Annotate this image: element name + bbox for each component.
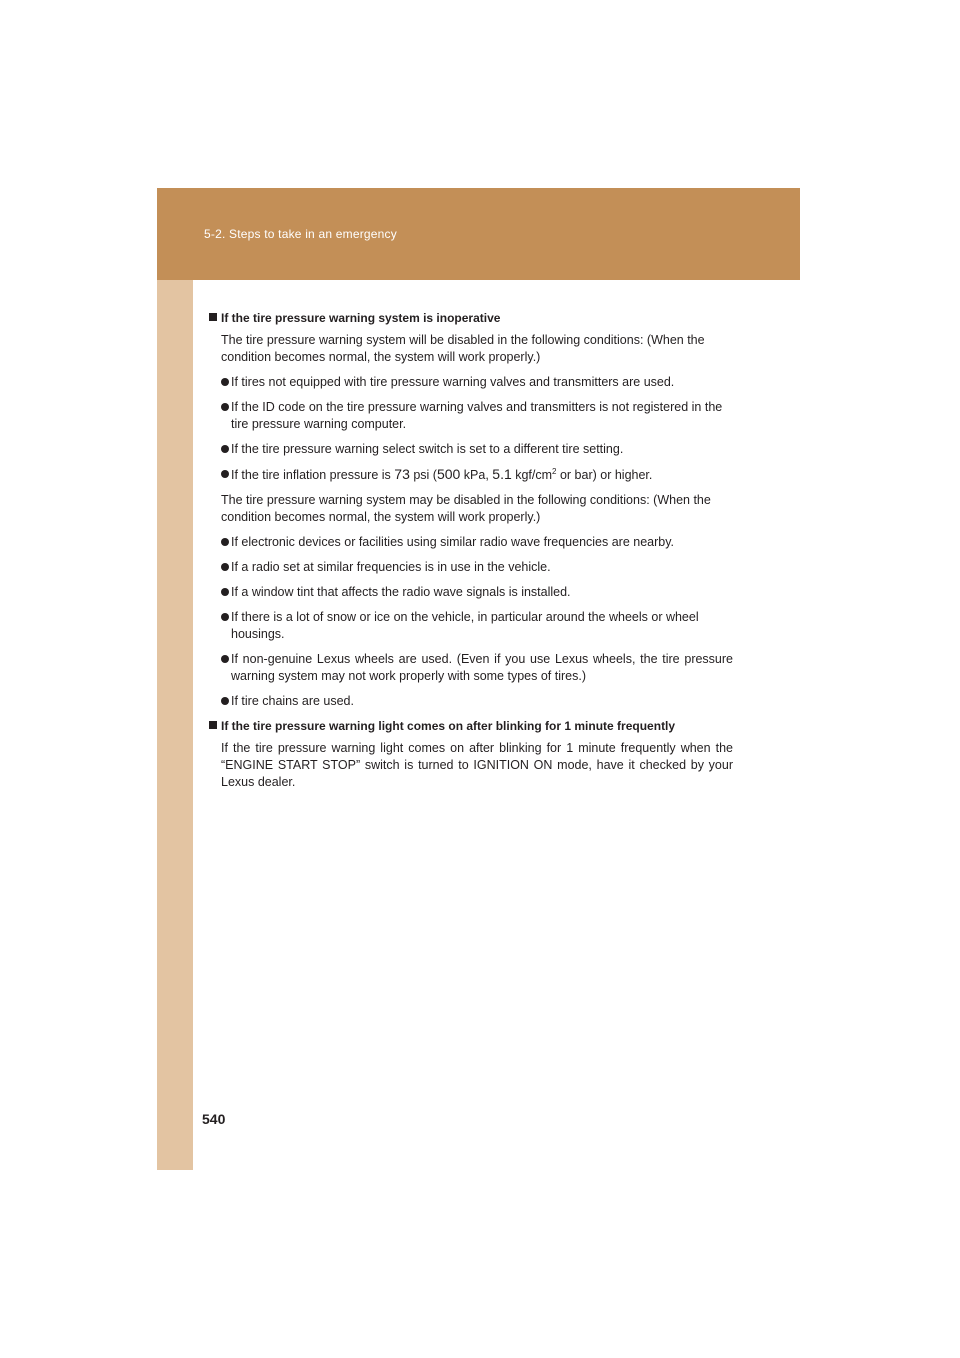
intro-paragraph: The tire pressure warning system will be disabled in the following conditions: (When the condition becomes normal, the system will work properly.) [221, 333, 705, 364]
bullet-icon [221, 403, 229, 411]
bullet-icon [221, 613, 229, 621]
square-bullet-icon [209, 313, 217, 321]
list-item: If the tire inflation pressure is 73 psi (500 kPa, 5.1 kgf/$cm^2$ or bar) or higher. [221, 466, 733, 484]
bullet-icon [221, 445, 229, 453]
list-item: If tire chains are used. [221, 693, 733, 710]
list-item: If the tire pressure warning select switch is set to a different tire setting. [221, 441, 733, 458]
bullet-icon [221, 655, 229, 663]
bullet-icon [221, 563, 229, 571]
section-title: 5-2. Steps to take in an emergency [204, 227, 397, 241]
section-heading: If the tire pressure warning system is inoperative [209, 310, 733, 327]
bullet-icon [221, 697, 229, 705]
kpa-value: 500 [436, 466, 461, 482]
superscript: 2 [552, 466, 557, 476]
content [209, 310, 733, 799]
section-heading: If the tire pressure warning light comes on after blinking for 1 minute frequently [209, 718, 733, 735]
intro-paragraph: The tire pressure warning system may be disabled in the following conditions: (When the condition becomes normal, the system will work properly.) [221, 493, 711, 524]
side-tab [157, 188, 193, 1170]
psi-value: 73 [394, 466, 410, 482]
kgf-value: 5.1 [492, 466, 512, 482]
list-item: If a window tint that affects the radio wave signals is installed. [221, 584, 733, 601]
body-paragraph: If the tire pressure warning light comes on after blinking for 1 minute frequently when the “ENGINE START STOP” switch is turned to IGNITION ON mode, have it checked by your Lexus dealer. [221, 741, 733, 789]
bullet-icon [221, 470, 229, 478]
square-bullet-icon [209, 721, 217, 729]
page-number: 540 [202, 1111, 226, 1127]
list-item: If tires not equipped with tire pressure warning valves and transmitters are used. [221, 374, 733, 391]
list-item: If non-genuine Lexus wheels are used. (Even if you use Lexus wheels, the tire pressure warning system may not work properly with some types of tires.) [221, 651, 733, 685]
bullet-icon [221, 378, 229, 386]
bullet-icon [221, 538, 229, 546]
list-item: If electronic devices or facilities using similar radio wave frequencies are nearby. [221, 534, 733, 551]
list-item: If a radio set at similar frequencies is in use in the vehicle. [221, 559, 733, 576]
list-item: If the ID code on the tire pressure warning valves and transmitters is not registered in the tire pressure warning computer. [221, 399, 733, 433]
bullet-icon [221, 588, 229, 596]
list-item: If there is a lot of snow or ice on the vehicle, in particular around the wheels or wheel housings. [221, 609, 733, 643]
